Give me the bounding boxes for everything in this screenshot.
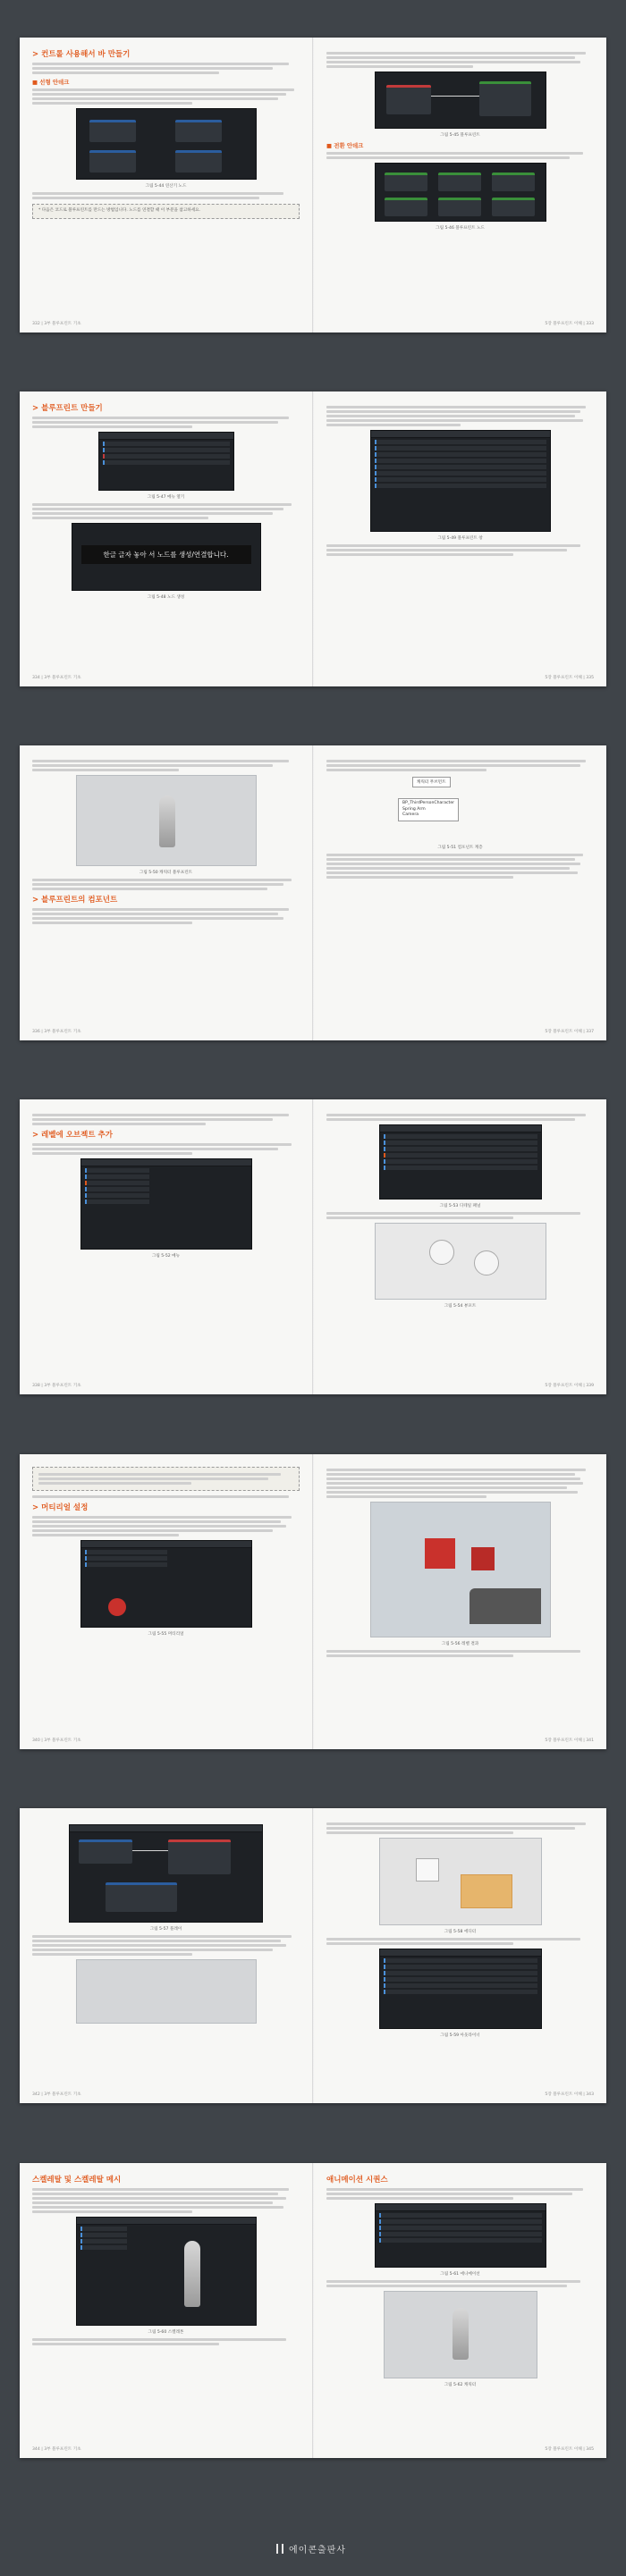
subsection-heading: ■ 전환 안데크 xyxy=(326,141,594,149)
right-page xyxy=(314,391,606,686)
page-footer: 332 | 3부 블루프린트 기초 xyxy=(32,322,81,326)
left-page xyxy=(20,1099,312,1394)
page-footer: 5장 블루프린트 이해 | 345 xyxy=(545,2447,594,2452)
page-footer: 5장 블루프린트 이해 | 335 xyxy=(545,676,594,680)
page-spread xyxy=(20,1454,606,1749)
publisher-name: 에이콘출판사 xyxy=(289,2546,346,2555)
figure-caption: 그림 5-52 메뉴 xyxy=(151,1254,181,1259)
page-spread xyxy=(20,1808,606,2103)
figure-caption: 그림 5-57 플레이 xyxy=(149,1927,182,1932)
editor-screenshot xyxy=(76,2217,257,2326)
viewport-screenshot xyxy=(384,2291,537,2378)
right-page xyxy=(314,1454,606,1749)
figure-caption: 그림 5-56 레벨 결과 xyxy=(441,1642,479,1646)
page-footer: 340 | 3부 블루프린트 기초 xyxy=(32,1738,81,1743)
figure-caption: 그림 5-45 블루프린트 xyxy=(440,133,480,138)
editor-screenshot xyxy=(379,1124,542,1200)
subsection-heading: ■ 선형 안데크 xyxy=(32,78,300,86)
viewport-screenshot xyxy=(76,1959,257,2024)
section-heading: 스켈레탈 및 스켈레탈 메시 xyxy=(32,2176,122,2185)
page-spread xyxy=(20,391,606,686)
tree-node xyxy=(398,798,459,821)
publisher-logo xyxy=(276,2542,346,2555)
viewport-screenshot xyxy=(76,775,257,866)
tooltip-banner: 한글 글자 놓아 서 노드를 생성/연결합니다. xyxy=(81,545,251,564)
editor-screenshot xyxy=(370,430,551,532)
tree-node-label: Spring Arm xyxy=(402,806,426,812)
section-heading: > 블루프린트의 컴포넌트 xyxy=(32,896,118,905)
page-footer: 5장 블루프린트 이해 | 339 xyxy=(545,1384,594,1388)
right-page xyxy=(314,38,606,333)
section-heading: 애니메이션 시퀀스 xyxy=(326,2176,388,2185)
right-page xyxy=(314,1099,606,1394)
editor-screenshot xyxy=(375,163,546,222)
page-footer: 336 | 3부 블루프린트 기초 xyxy=(32,1030,81,1034)
left-page xyxy=(20,1454,312,1749)
editor-screenshot xyxy=(69,1824,263,1923)
page-spread xyxy=(20,38,606,333)
left-page xyxy=(20,391,312,686)
section-heading: > 블루프린트 만들기 xyxy=(32,404,103,413)
figure-caption: 그림 5-54 뷰포트 xyxy=(444,1304,477,1309)
viewport-screenshot xyxy=(379,1838,542,1925)
viewport-screenshot xyxy=(370,1502,551,1637)
right-page xyxy=(314,2163,606,2458)
editor-screenshot xyxy=(80,1540,252,1628)
editor-screenshot xyxy=(375,2203,546,2268)
editor-screenshot xyxy=(80,1158,252,1250)
page-spread xyxy=(20,2163,606,2458)
page-spread xyxy=(20,1099,606,1394)
left-page xyxy=(20,2163,312,2458)
section-heading: > 컨트롤 사용해서 바 만들기 xyxy=(32,50,131,59)
figure-caption: 그림 5-59 아웃라이너 xyxy=(440,2033,480,2038)
note-box: * 다음은 코드로 블루프린트를 만드는 방법입니다. 노드를 연결할 때 이 부분을 참고하세요. xyxy=(32,204,300,219)
tree-node-label: Camera xyxy=(402,812,419,817)
editor-screenshot xyxy=(379,1949,542,2029)
tree-node-label: BP_ThirdPersonCharacter xyxy=(402,801,455,805)
viewport-screenshot xyxy=(375,1223,546,1300)
page-footer: 338 | 3부 블루프린트 기초 xyxy=(32,1384,81,1388)
page-footer: 5장 블루프린트 이해 | 343 xyxy=(545,2092,594,2097)
figure-caption: 그림 5-55 머티리얼 xyxy=(148,1632,184,1637)
editor-screenshot xyxy=(76,108,257,180)
page-footer: 5장 블루프린트 이해 | 341 xyxy=(545,1738,594,1743)
figure-caption: 그림 5-47 메뉴 열기 xyxy=(147,495,185,501)
section-heading: > 레벨에 오브젝트 추가 xyxy=(32,1131,113,1140)
figure-caption: 그림 5-62 캐릭터 xyxy=(444,2383,477,2388)
right-page xyxy=(314,745,606,1040)
figure-caption: 그림 5-53 디테일 패널 xyxy=(439,1204,481,1208)
section-heading: > 머티리얼 설정 xyxy=(32,1503,89,1512)
page-footer: 5장 블루프린트 이해 | 333 xyxy=(545,322,594,326)
figure-caption: 그림 5-49 블루프린트 창 xyxy=(437,536,483,541)
page-spread xyxy=(20,745,606,1040)
left-page xyxy=(20,1808,312,2103)
tree-node: 캐릭터 무브먼트 xyxy=(412,777,451,787)
left-page xyxy=(20,745,312,1040)
page-footer: 5장 블루프린트 이해 | 337 xyxy=(545,1030,594,1034)
figure-caption: 그림 5-58 에디터 xyxy=(444,1930,477,1934)
figure-caption: 그림 5-51 컴포넌트 계층 xyxy=(437,846,483,850)
publisher-mark-icon xyxy=(276,2544,283,2554)
figure-caption: 그림 5-60 스켈레톤 xyxy=(148,2330,184,2336)
editor-screenshot xyxy=(72,523,261,591)
editor-screenshot xyxy=(98,432,234,491)
figure-caption: 그림 5-61 애니메이션 xyxy=(440,2272,480,2277)
editor-screenshot xyxy=(375,72,546,129)
figure-caption: 그림 5-48 노드 생성 xyxy=(147,595,185,601)
note-box xyxy=(32,1467,300,1491)
page-footer: 334 | 3부 블루프린트 기초 xyxy=(32,676,81,680)
page-footer: 344 | 3부 블루프린트 기초 xyxy=(32,2447,81,2452)
figure-caption: 그림 5-44 연산기 노드 xyxy=(145,184,187,189)
page-footer: 342 | 3부 블루프린트 기초 xyxy=(32,2092,81,2097)
right-page xyxy=(314,1808,606,2103)
figure-caption: 그림 5-46 블루프린트 노드 xyxy=(436,226,485,231)
figure-caption: 그림 5-50 캐릭터 블루프린트 xyxy=(139,871,193,875)
component-tree-diagram xyxy=(326,773,594,843)
left-page xyxy=(20,38,312,333)
